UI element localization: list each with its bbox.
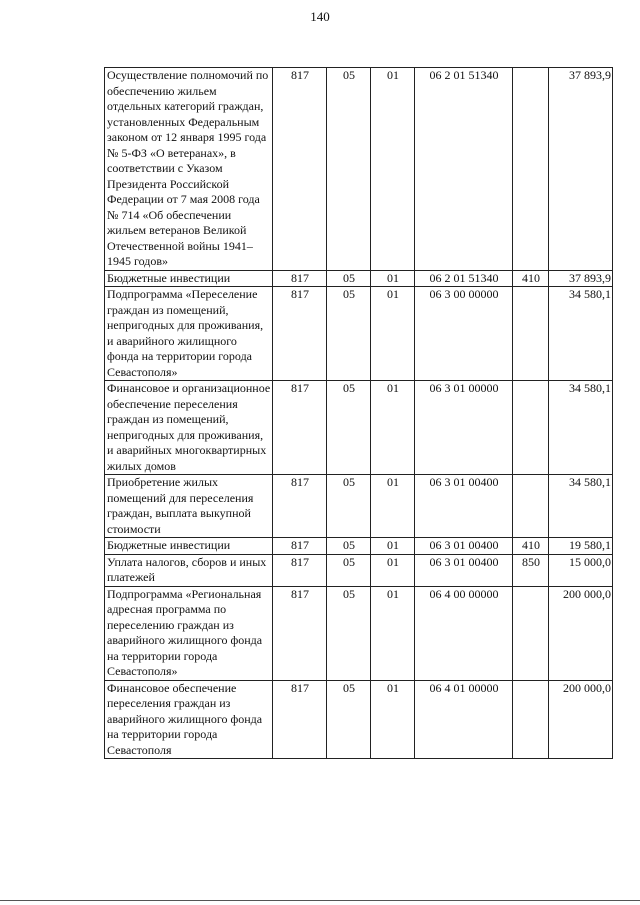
- expense-type-cell: [513, 475, 549, 538]
- expense-type-cell: [513, 586, 549, 680]
- subsection-code-cell: 01: [371, 586, 415, 680]
- row-name-cell: Финансовое обеспечение переселения граждан из аварийного жилищного фонда на территории города Севастополя: [105, 680, 273, 759]
- target-article-cell: 06 3 01 00000: [415, 381, 513, 475]
- table-row: [105, 586, 613, 680]
- target-article-cell: 06 2 01 51340: [415, 270, 513, 287]
- ministry-code-cell: 817: [273, 287, 327, 381]
- section-code-cell: 05: [327, 68, 371, 271]
- amount-cell: 37 893,9: [549, 270, 613, 287]
- target-article-cell: 06 3 01 00400: [415, 475, 513, 538]
- section-code-cell: 05: [327, 475, 371, 538]
- table-row: [105, 680, 613, 759]
- row-name-cell: Уплата налогов, сборов и иных платежей: [105, 554, 273, 586]
- expense-type-cell: 850: [513, 554, 549, 586]
- section-code-cell: 05: [327, 287, 371, 381]
- ministry-code-cell: 817: [273, 270, 327, 287]
- subsection-code-cell: 01: [371, 554, 415, 586]
- section-code-cell: 05: [327, 538, 371, 555]
- subsection-code-cell: 01: [371, 381, 415, 475]
- table-row: [105, 68, 613, 271]
- scan-edge-line: [0, 900, 640, 901]
- table-body: [105, 68, 613, 759]
- ministry-code-cell: 817: [273, 680, 327, 759]
- row-name-cell: Осуществление полномочий по обеспечению жильем отдельных категорий граждан, установленных Федеральным законом от 12 января 1995 года № 5-ФЗ «О ветеранах», в соответствии с Указом Президента Российской Федерации от 7 мая 2008 года № 714 «Об обеспечении жильем ветеранов Великой Отечественной войны 1941–1945 годов»: [105, 68, 273, 271]
- ministry-code-cell: 817: [273, 475, 327, 538]
- subsection-code-cell: 01: [371, 538, 415, 555]
- page-number: 140: [310, 9, 330, 24]
- subsection-code-cell: 01: [371, 270, 415, 287]
- target-article-cell: 06 3 00 00000: [415, 287, 513, 381]
- amount-cell: 34 580,1: [549, 475, 613, 538]
- expense-type-cell: [513, 680, 549, 759]
- budget-table: [104, 67, 613, 759]
- amount-cell: 15 000,0: [549, 554, 613, 586]
- target-article-cell: 06 4 01 00000: [415, 680, 513, 759]
- subsection-code-cell: 01: [371, 68, 415, 271]
- amount-cell: 19 580,1: [549, 538, 613, 555]
- expense-type-cell: 410: [513, 270, 549, 287]
- target-article-cell: 06 3 01 00400: [415, 554, 513, 586]
- expense-type-cell: 410: [513, 538, 549, 555]
- ministry-code-cell: 817: [273, 538, 327, 555]
- table-row: [105, 538, 613, 555]
- amount-cell: 34 580,1: [549, 381, 613, 475]
- table-row: [105, 381, 613, 475]
- subsection-code-cell: 01: [371, 475, 415, 538]
- subsection-code-cell: 01: [371, 680, 415, 759]
- amount-cell: 34 580,1: [549, 287, 613, 381]
- amount-cell: 37 893,9: [549, 68, 613, 271]
- table-row: [105, 287, 613, 381]
- row-name-cell: Подпрограмма «Переселение граждан из помещений, непригодных для проживания, и аварийного жилищного фонда на территории города Севастополя»: [105, 287, 273, 381]
- expense-type-cell: [513, 287, 549, 381]
- section-code-cell: 05: [327, 680, 371, 759]
- target-article-cell: 06 4 00 00000: [415, 586, 513, 680]
- row-name-cell: Приобретение жилых помещений для переселения граждан, выплата выкупной стоимости: [105, 475, 273, 538]
- section-code-cell: 05: [327, 381, 371, 475]
- table-row: [105, 270, 613, 287]
- amount-cell: 200 000,0: [549, 680, 613, 759]
- row-name-cell: Подпрограмма «Региональная адресная программа по переселению граждан из аварийного жилищного фонда на территории города Севастополя»: [105, 586, 273, 680]
- section-code-cell: 05: [327, 554, 371, 586]
- table-row: [105, 554, 613, 586]
- expense-type-cell: [513, 68, 549, 271]
- ministry-code-cell: 817: [273, 554, 327, 586]
- row-name-cell: Бюджетные инвестиции: [105, 538, 273, 555]
- row-name-cell: Финансовое и организационное обеспечение переселения граждан из помещений, непригодных для проживания, и аварийных многоквартирных жилых домов: [105, 381, 273, 475]
- ministry-code-cell: 817: [273, 381, 327, 475]
- subsection-code-cell: 01: [371, 287, 415, 381]
- table-row: [105, 475, 613, 538]
- section-code-cell: 05: [327, 270, 371, 287]
- amount-cell: 200 000,0: [549, 586, 613, 680]
- ministry-code-cell: 817: [273, 586, 327, 680]
- row-name-cell: Бюджетные инвестиции: [105, 270, 273, 287]
- section-code-cell: 05: [327, 586, 371, 680]
- target-article-cell: 06 2 01 51340: [415, 68, 513, 271]
- ministry-code-cell: 817: [273, 68, 327, 271]
- target-article-cell: 06 3 01 00400: [415, 538, 513, 555]
- expense-type-cell: [513, 381, 549, 475]
